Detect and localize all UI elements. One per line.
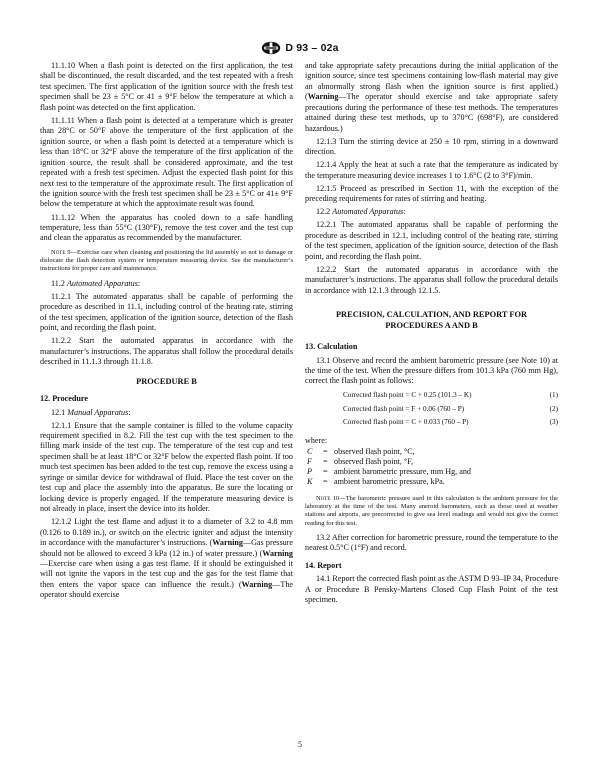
definition-text: ambient barometric pressure, mm Hg, and <box>334 466 471 476</box>
equations <box>305 391 558 428</box>
definition-symbol: F <box>307 456 312 466</box>
equation-formula: Corrected flash point = C + 0.25 (101.3 – K) <box>343 390 472 399</box>
equation-number: (3) <box>549 418 558 427</box>
note-9 <box>40 249 293 274</box>
standard-designation: D 93 – 02a <box>285 42 339 54</box>
definition-text: observed flash point, °F, <box>334 456 414 466</box>
section-title: Automated Apparatus <box>66 278 138 288</box>
colon: : <box>128 407 131 417</box>
text-run: —Exercise care when using a gas test flame. If it should be extinguished it will not ignite the vapors in the test cup and the gas for the test flame that then enters the vapor space can influence the result.) ( <box>40 559 293 589</box>
left-column <box>40 61 293 603</box>
equation-formula: Corrected flash point = F + 0.06 (760 – P) <box>343 404 465 413</box>
text-run: —Gas pressure should not be allowed to exceed 3 kPa (12 in.) of water pressure.) ( <box>40 538 293 558</box>
section-number: 11.2 <box>51 278 67 288</box>
definition-equals: = <box>323 456 328 466</box>
equation-number: (1) <box>549 390 558 399</box>
section-13-heading: 13. Calculation <box>305 342 358 352</box>
paragraph-12-1 <box>40 408 293 418</box>
paragraph-14-1: 14.1 Report the corrected flash point as the ASTM D 93–IP 34, Procedure A or Procedure B Pensky-Martens Closed Cup Flash Point of the test specimen. <box>305 574 558 605</box>
heading-line: PROCEDURES A AND B <box>385 320 478 330</box>
equation-1 <box>305 391 558 401</box>
paragraph-11-2-1: 11.2.1 The automated apparatus shall be capable of performing the procedure as described in 11.1, including control of the heating rate, stirring of the test specimen, application of the ignition source, detection of the flash point, and recording the flash point. <box>40 291 293 333</box>
warning-label: Warning <box>212 538 243 548</box>
section-number: 12.1 <box>51 407 68 417</box>
equation-number: (2) <box>549 404 558 413</box>
paragraph-11-1-10: 11.1.10 When a flash point is detected on the first application, the test shall be discontinued, the result discarded, and the test repeated with a fresh test specimen. The first application of the ignition source with the fresh test specimen shall be 23 ± 5°C or 41 ± 9°F below the temperature at which a flash point was detected on the first application. <box>40 61 293 112</box>
paragraph-12-1-4: 12.1.4 Apply the heat at such a rate that the temperature as indicated by the temperature measuring device increases 1 to 1.6°C (2 to 3°F)/min. <box>305 160 558 180</box>
section-title: Automated Apparatus <box>332 207 404 217</box>
paragraph-12-2 <box>305 207 558 217</box>
note-10 <box>305 495 558 528</box>
section-12-heading: 12. Procedure <box>40 394 88 404</box>
text-run: —The operator should exercise and take appropriate safety precautions during the performance of these test methods. The temperatures attained during these test methods, up to 370°C (698°F), are considered hazardous.) <box>305 92 558 133</box>
colon: : <box>137 278 141 288</box>
precision-calculation-report-heading <box>305 310 558 331</box>
paragraph-11-2 <box>40 279 293 289</box>
note-9-label: Note 9 <box>51 248 71 256</box>
definition-f <box>305 457 558 467</box>
definition-symbol: P <box>307 466 312 476</box>
paragraph-13-1: 13.1 Observe and record the ambient barometric pressure (see Note 10) at the time of the test. When the pressure differs from 101.3 kPa (760 mm Hg), correct the flash point as follows: <box>305 355 558 386</box>
text-run: 12.1.2 Light the test flame and adjust it to a diameter of 3.2 to 4.8 mm (0.126 to 0.189 in.), or switch on the electric igniter and adjust the intensity in accordance with the manufacturer’s instructions. ( <box>40 517 293 548</box>
paragraph-12-2-2: 12.2.2 Start the automated apparatus in accordance with the manufacturer’s instructions. The apparatus shall follow the procedural details in accordance with 12.1.3 through 12.1.5. <box>305 264 558 295</box>
note-9-text: —Exercise care when cleaning and positioning the lid assembly so not to damage or dislocate the flash detection system or temperature measuring device. See the manufacturer’s instructions for proper care and maintenance. <box>40 248 293 273</box>
definition-equals: = <box>323 476 328 486</box>
paragraph-13-2: 13.2 After correction for barometric pressure, round the temperature to the nearest 0.5°C (1°F) and record. <box>305 532 558 553</box>
definition-c <box>305 447 558 457</box>
text-run: —The operator should exercise <box>40 579 293 600</box>
page-number: 5 <box>298 740 302 749</box>
right-column <box>305 61 558 608</box>
definition-text: observed flash point, °C, <box>334 446 415 456</box>
warning-label: Warning <box>241 579 273 589</box>
paragraph-12-1-5: 12.1.5 Proceed as prescribed in Section 11, with the exception of the preceding requirements for rates of stirring and heating. <box>305 183 558 204</box>
astm-logo-icon <box>261 41 281 55</box>
paragraph-11-1-12: 11.1.12 When the apparatus has cooled down to a safe handling temperature, less than 55°C (130°F), remove the test cover and the test cup and clean the apparatus as recommended by the manufacturer. <box>40 212 293 243</box>
equation-formula: Corrected flash point = C + 0.033 (760 – P) <box>343 418 469 427</box>
paragraph-11-1-11: 11.1.11 When a flash point is detected at a temperature which is greater than 28°C or 50°F above the temperature of the first application of the ignition source, or when a flash point is detected at a temperature which is less than 18°C or 32°F above the temperature of the first application of the ignition source, the result shall be considered approximate, and the test repeated with a fresh test specimen. Adjust the expected flash point for this next test to the temperature of the approximate result. The first application of the ignition source with the fresh test specimen shall be 23 ± 5°C or 41± 9°F below the temperature at which the approximate result was found. <box>40 115 293 209</box>
warning-label: Warning <box>262 548 293 558</box>
definition-k <box>305 477 558 487</box>
section-14-heading: 14. Report <box>305 560 342 570</box>
definition-p <box>305 467 558 477</box>
text-run: and take appropriate safety precautions during the initial application of the ignition source, since test specimens containing low-flash material may give an abnormally strong flash when the ignition source is first applied.) ( <box>305 61 558 102</box>
procedure-b-heading: PROCEDURE B <box>136 376 197 386</box>
paragraph-12-1-1: 12.1.1 Ensure that the sample container is filled to the volume capacity requirement specified in 8.2. Fill the test cup with the test specimen to the filling mark inside of the test cup. The temperature of the test cup and test specimen shall be at least 18°C or 32°F below the expected flash point. If too much test specimen has been added to the test cup, remove the excess using a syringe or similar device for withdrawal of fluid. Place the test cover on the test cup and place the assembly into the apparatus. Be sure the locating or locking device is properly engaged. If the temperature measuring device is not already in place, insert the device into its holder. <box>40 420 293 514</box>
paragraph-12-1-2-continued <box>305 61 558 134</box>
paragraph-12-2-1: 12.2.1 The automated apparatus shall be capable of performing the procedure as described in 12.1, including control of the heating rate, stirring of the test specimen, application of the ignition source, detection of the flash point, and recording the flash point. <box>305 220 558 261</box>
definition-equals: = <box>323 466 328 476</box>
page-header <box>0 38 600 58</box>
section-title: Manual Apparatus <box>67 407 129 417</box>
colon: : <box>403 207 406 217</box>
warning-label: Warning <box>307 92 339 102</box>
definition-symbol: K <box>307 476 313 486</box>
definition-symbol: C <box>307 446 313 456</box>
equation-3 <box>305 418 558 428</box>
definition-equals: = <box>323 446 328 456</box>
paragraph-11-2-2: 11.2.2 Start the automated apparatus in accordance with the manufacturer’s instructions. The apparatus shall follow the procedural details described in 11.1.3 through 11.1.8. <box>40 336 293 367</box>
where-label: where: <box>305 436 328 446</box>
equation-2 <box>305 405 558 415</box>
note-10-text: —The barometric pressure used in this calculation is the ambient pressure for the laboratory at the time of the test. Many aneroid barometers, such as those used at weather stations and airports, are precorrected to give sea level readings and would not give the correct reading for this test. <box>305 494 559 527</box>
paragraph-12-1-3: 12.1.3 Turn the stirring device at 250 ± 10 rpm, stirring in a downward direction. <box>305 136 558 157</box>
section-number: 12.2 <box>316 207 333 217</box>
heading-line: PRECISION, CALCULATION, AND REPORT FOR <box>335 310 528 320</box>
paragraph-12-1-2 <box>40 517 293 601</box>
definition-text: ambient barometric pressure, kPa. <box>334 476 445 486</box>
note-10-label: Note 10 <box>316 494 340 502</box>
